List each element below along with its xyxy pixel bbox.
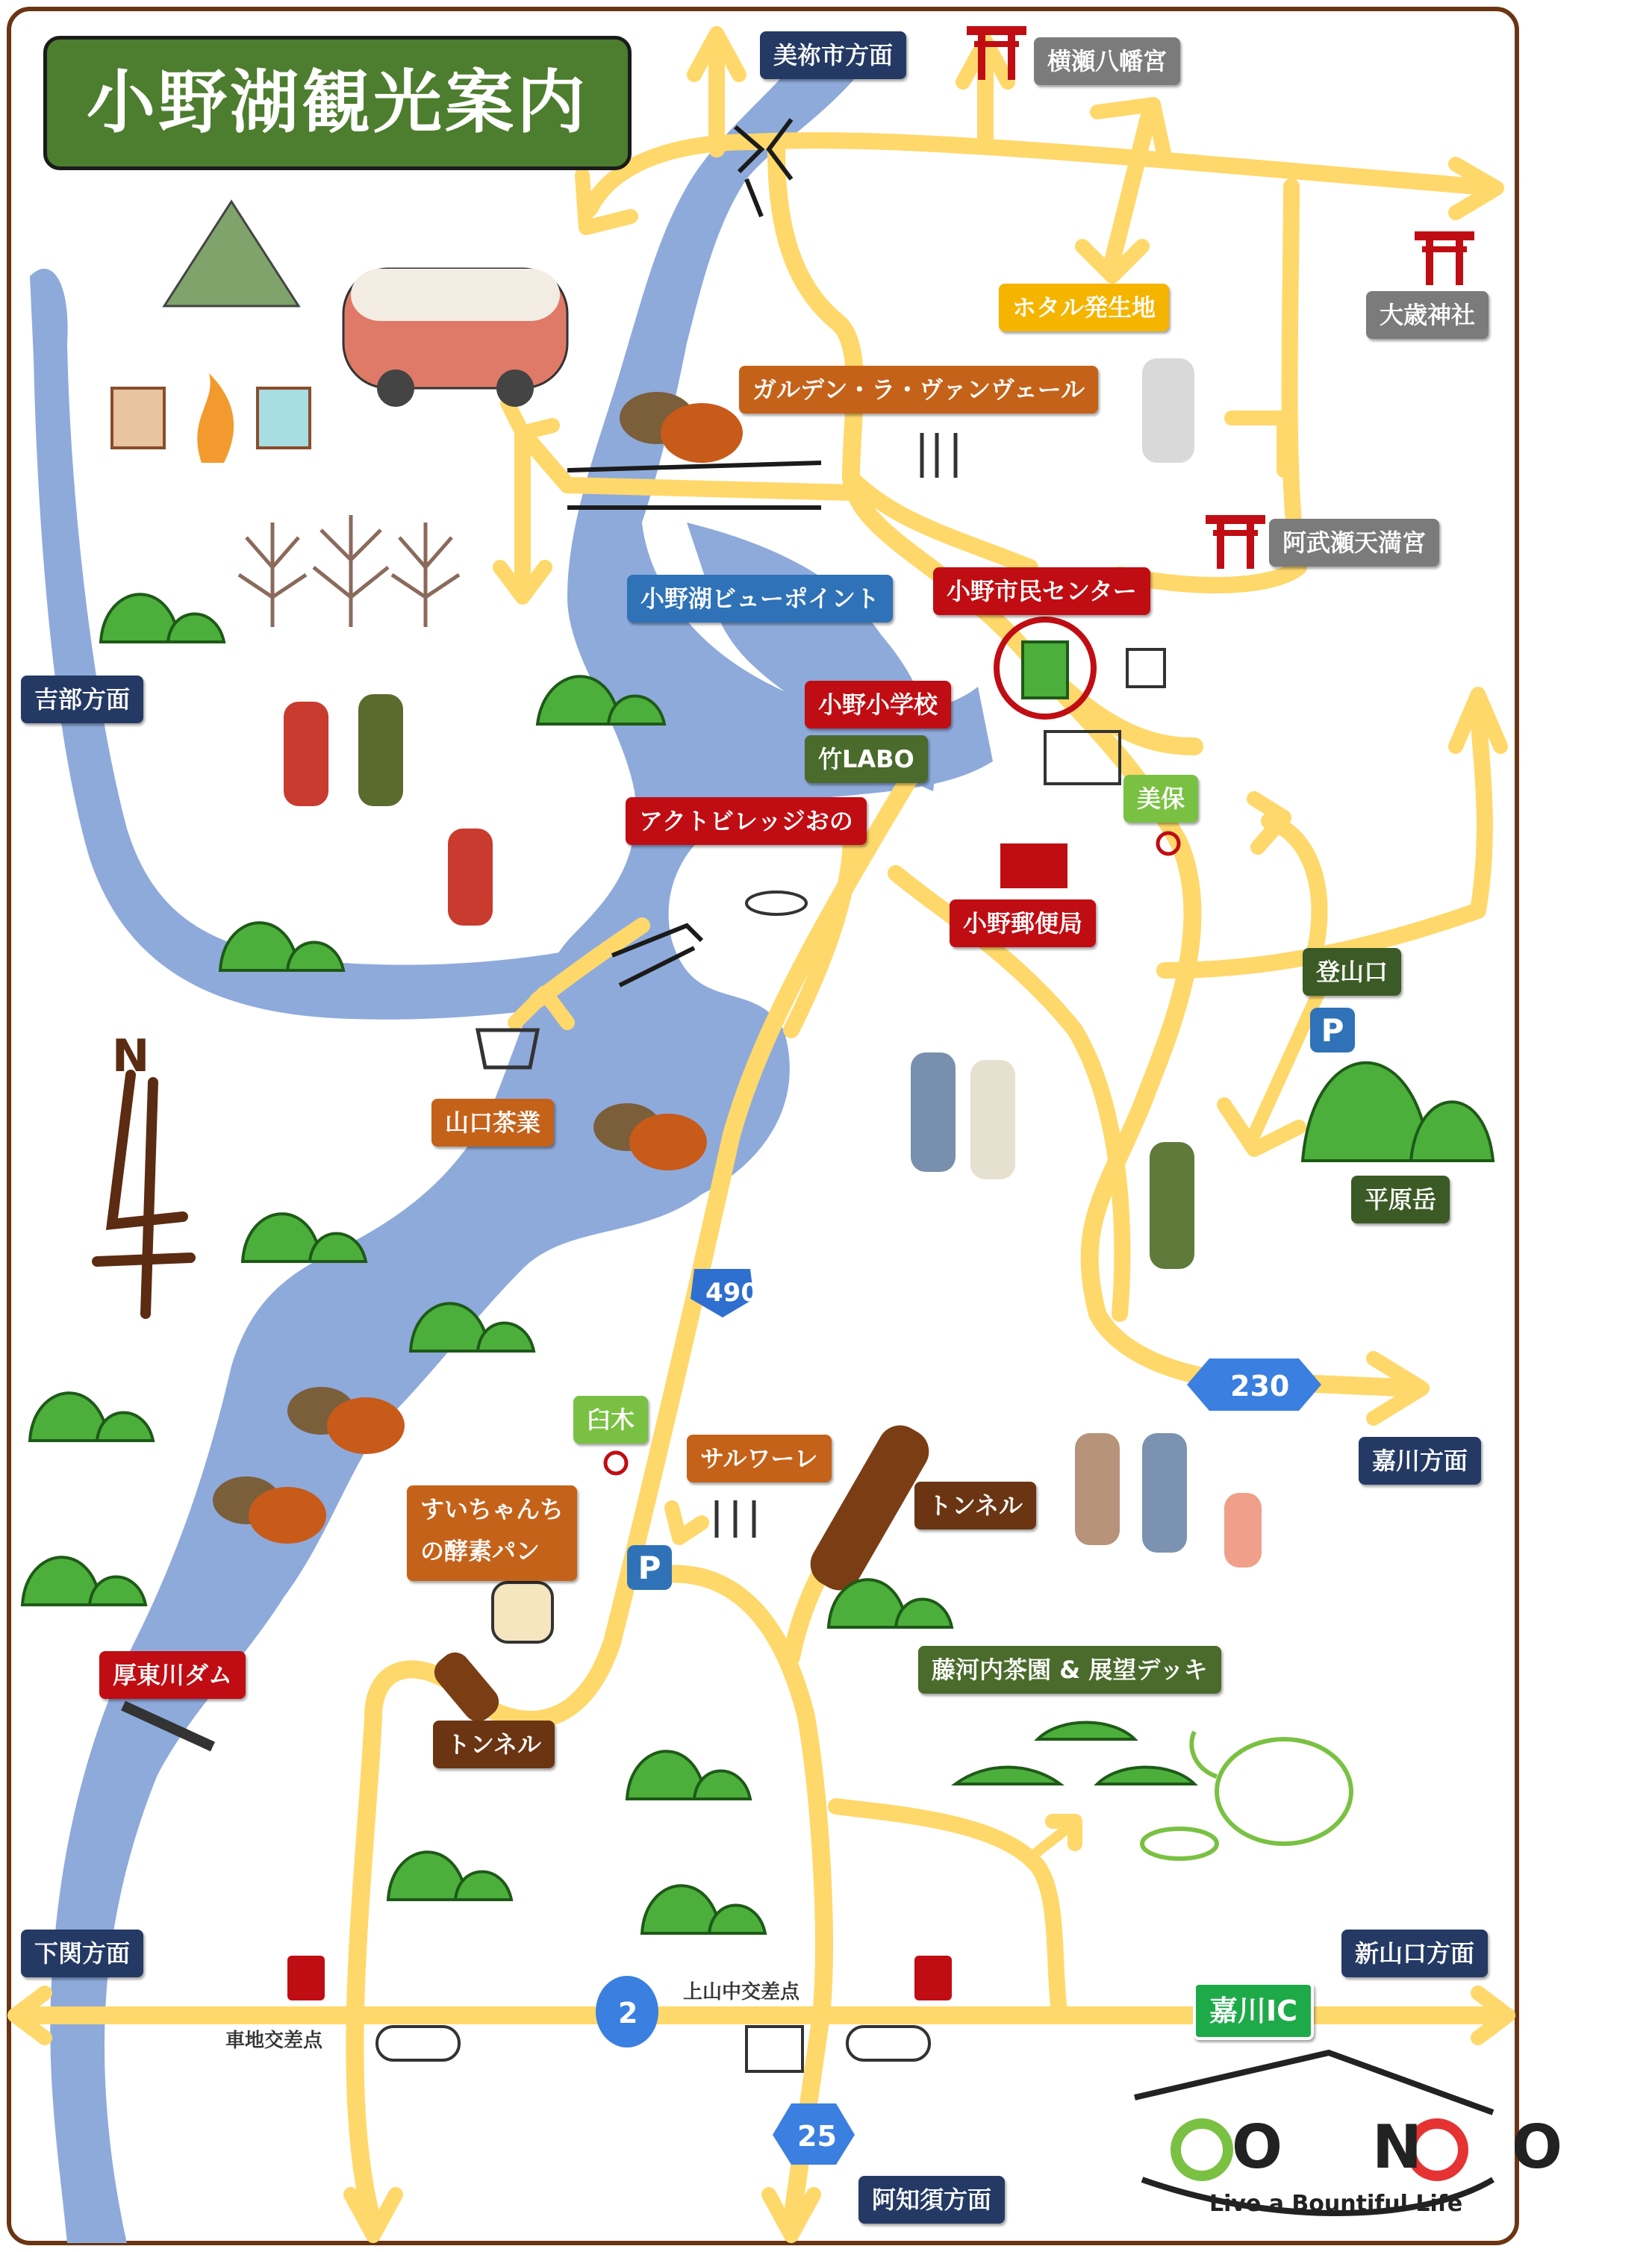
kagawa-ic-label: 嘉川IC <box>1193 1982 1314 2040</box>
campfire-icon <box>197 373 234 463</box>
bread-icon <box>493 1582 552 1642</box>
route-25-number: 25 <box>797 2120 837 2153</box>
logo-tagline: Live a Bountiful Life <box>1209 2191 1463 2217</box>
saruwaru-label: サルワーレ <box>687 1435 832 1482</box>
fountain-icon <box>746 892 806 914</box>
deck-chair-icon-2 <box>258 388 310 448</box>
civic-center-label: 小野市民センター <box>933 567 1150 615</box>
route-2-number: 2 <box>618 1997 638 2030</box>
map-title: 小野湖観光案内 <box>43 36 632 170</box>
school-label: 小野小学校 <box>805 681 951 729</box>
take-labo-label: 竹LABO <box>805 735 928 783</box>
route-490-number: 490 <box>705 1278 758 1308</box>
north-arrow <box>97 1075 190 1314</box>
north-label: N <box>112 1030 150 1082</box>
deck-chair-icon <box>112 388 164 448</box>
tent-icon <box>164 202 299 306</box>
bare-trees <box>239 515 459 627</box>
shrine-yokose-label: 横瀬八幡宮 <box>1034 37 1180 85</box>
logo-letters: ONO <box>1232 2112 1652 2182</box>
suichan-label: すいちゃんち の酵素パン <box>407 1485 577 1581</box>
shop-cart-icon <box>1127 649 1165 687</box>
fujikawachi-label: 藤河内茶園 & 展望デッキ <box>918 1646 1221 1694</box>
yamaguchi-chagyo-label: 山口茶業 <box>431 1099 554 1147</box>
tunnel-east-label: トンネル <box>914 1482 1036 1529</box>
direction-shinyamaguchi: 新山口方面 <box>1341 1930 1488 1977</box>
parking-letter-2: P <box>638 1550 661 1586</box>
direction-yoshibu: 吉部方面 <box>21 676 143 723</box>
kurumaji-label: 車地交差点 <box>225 2030 323 2052</box>
shrine-abuse-label: 阿武瀬天満宮 <box>1269 519 1439 567</box>
shrine-okura-label: 大歳神社 <box>1366 291 1489 339</box>
kamiyamanaka-label: 上山中交差点 <box>683 1981 800 2003</box>
people-illustrations <box>284 358 1262 1568</box>
hotaru-label: ホタル発生地 <box>999 284 1169 331</box>
tozanguchi-label: 登山口 <box>1303 948 1401 996</box>
building-icon <box>1023 642 1067 698</box>
dam-label: 厚東川ダム <box>99 1651 246 1699</box>
viewpoint-label: 小野湖ビューポイント <box>627 575 893 623</box>
post-office-icon <box>1000 843 1067 888</box>
direction-kagawa: 嘉川方面 <box>1359 1437 1481 1485</box>
convenience-store-icon <box>746 2027 802 2071</box>
traffic-light-icons <box>377 2027 929 2060</box>
direction-achisu: 阿知須方面 <box>858 2176 1005 2224</box>
post-office-label: 小野郵便局 <box>950 899 1096 947</box>
camper-van-icon <box>343 269 567 407</box>
garden-label: ガルデン・ラ・ヴァンヴェール <box>739 366 1098 414</box>
direction-shimonoseki: 下関方面 <box>21 1930 143 1977</box>
teapot-icon <box>1142 1732 1351 1859</box>
miho-label: 美保 <box>1123 775 1198 823</box>
direction-mine: 美祢市方面 <box>760 31 906 79</box>
act-village-label: アクトビレッジおの <box>626 797 867 845</box>
route-230-number: 230 <box>1230 1370 1290 1403</box>
hirahara-label: 平原岳 <box>1351 1176 1450 1223</box>
tunnel-west-label: トンネル <box>433 1721 555 1768</box>
parking-letter: P <box>1321 1012 1344 1049</box>
usuki-label: 臼木 <box>573 1396 648 1444</box>
